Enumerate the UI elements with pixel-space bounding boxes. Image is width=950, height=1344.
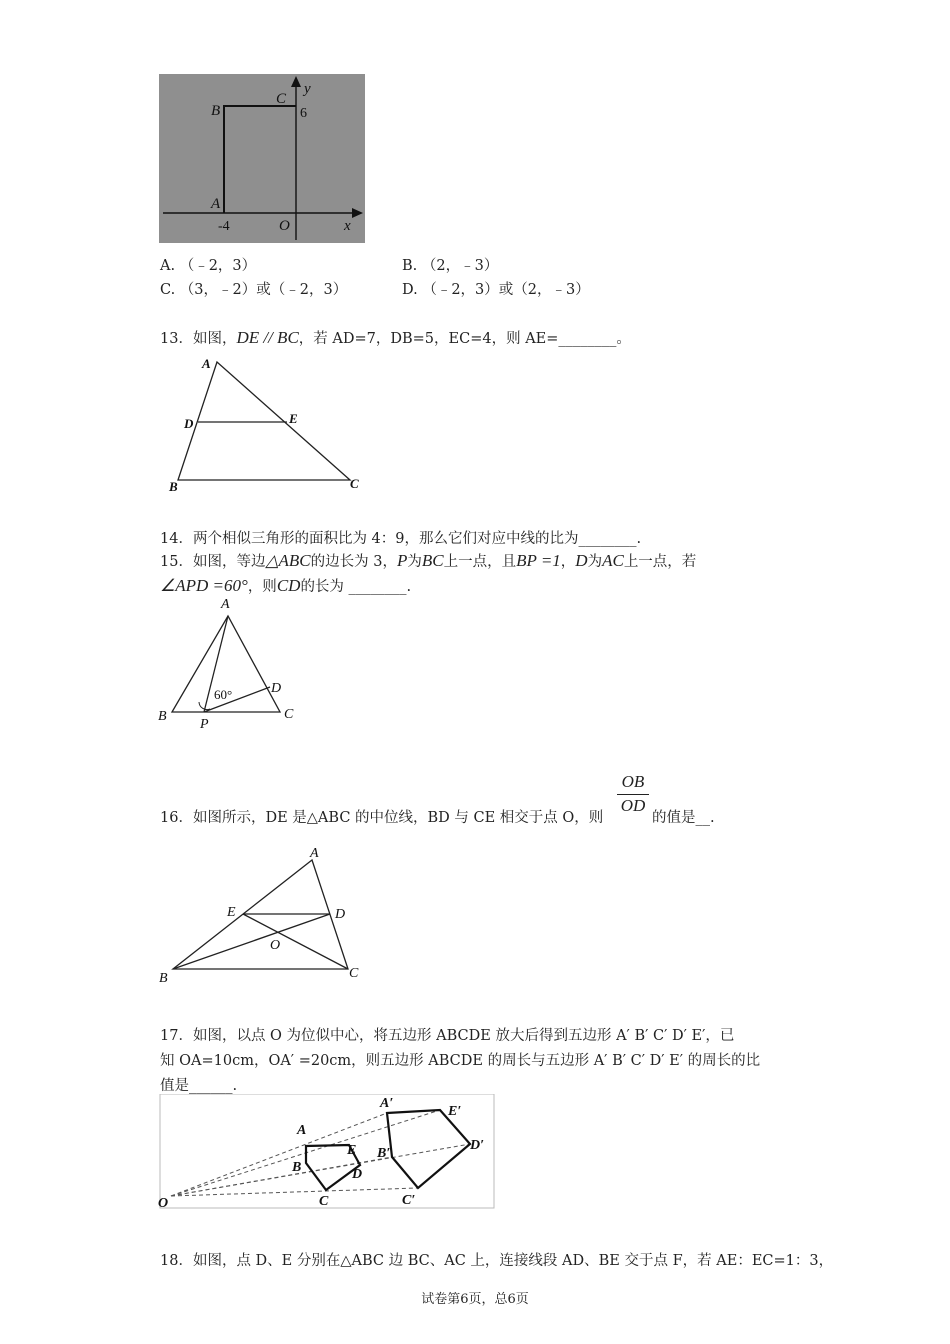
q15-math-1: △ABC xyxy=(265,551,311,570)
label-6: 6 xyxy=(300,106,307,121)
q15-text-8: ，则 xyxy=(247,579,277,595)
q16-fraction xyxy=(617,772,649,816)
q15-math-angle: ∠APD =60° xyxy=(160,576,248,595)
q15-line1 xyxy=(160,550,696,571)
label-O: O xyxy=(270,938,281,953)
q15-text-9: 的长为 ________. xyxy=(300,579,412,595)
label-neg4: -4 xyxy=(218,219,230,234)
label-C-prime: C′ xyxy=(402,1193,416,1208)
label-A: A xyxy=(202,356,211,371)
label-D: D xyxy=(335,907,346,922)
pentagon-a2b2c2d2e2 xyxy=(387,1110,470,1188)
q17-line2: 知 OA=10cm，OA′ =20cm，则五边形 ABCDE 的周长与五边形 A′ B′ C′ D′ E′ 的周长的比 xyxy=(160,1053,761,1069)
q17-line3: 值是______. xyxy=(160,1078,238,1094)
q14-text: 14．两个相似三角形的面积比为 4：9，那么它们对应中线的比为________. xyxy=(160,531,642,547)
label-D: D xyxy=(184,416,194,431)
q12-coordinate-figure xyxy=(159,74,365,243)
q15-line2 xyxy=(160,575,411,596)
label-O: O xyxy=(279,218,290,234)
label-D: D xyxy=(352,1167,363,1182)
q15-equilateral-figure xyxy=(155,598,305,733)
q15-text-1: 15．如图，等边 xyxy=(160,554,266,570)
q16-midline-figure xyxy=(155,844,365,986)
label-C: C xyxy=(350,476,359,491)
q13-prefix: 13．如图， xyxy=(160,331,237,347)
q15-math-cd: CD xyxy=(276,576,301,595)
label-O: O xyxy=(158,1196,169,1210)
q15-math-2: P xyxy=(396,551,408,570)
label-A: A xyxy=(211,196,221,212)
label-C: C xyxy=(276,91,287,107)
label-B: B xyxy=(169,479,178,494)
q18-text: 18．如图，点 D、E 分别在△ABC 边 BC、AC 上，连接线段 AD、BE 交于点 F，若 AE：EC=1：3， xyxy=(160,1253,834,1269)
label-A-prime: A′ xyxy=(380,1096,394,1111)
label-D-prime: D′ xyxy=(470,1138,485,1153)
q15-math-5: D xyxy=(575,551,588,570)
q15-text-6: 为 xyxy=(587,554,603,570)
q16-fraction-numerator: OB xyxy=(617,772,649,795)
label-E: E xyxy=(347,1143,357,1158)
label-A: A xyxy=(221,598,230,612)
q13-triangle-figure xyxy=(166,352,366,496)
label-E: E xyxy=(289,411,298,426)
label-C: C xyxy=(284,707,294,722)
q13-text xyxy=(160,327,631,348)
q17-line1: 17．如图，以点 O 为位似中心，将五边形 ABCDE 放大后得到五边形 A′ B′ C′ D′ E′，已 xyxy=(160,1028,735,1044)
label-C: C xyxy=(319,1194,329,1209)
label-y: y xyxy=(304,81,311,97)
q12-option-b: B. （2，﹣3） xyxy=(402,258,499,274)
q16-prefix: 16．如图所示，DE 是△ABC 的中位线，BD 与 CE 相交于点 O，则 xyxy=(160,810,604,826)
label-B: B xyxy=(158,709,167,724)
q15-text-4: 上一点，且 xyxy=(443,554,517,570)
label-A: A xyxy=(310,846,319,861)
label-D: D xyxy=(271,681,282,696)
label-E-prime: E′ xyxy=(448,1104,462,1119)
label-B: B xyxy=(211,103,221,119)
q12-option-c: C. （3，﹣2）或（﹣2，3） xyxy=(160,282,348,298)
triangle-abc xyxy=(178,362,350,480)
q12-figure-background xyxy=(159,74,365,243)
segment-bd xyxy=(173,914,330,969)
q16-suffix: 的值是__. xyxy=(652,810,715,826)
label-E: E xyxy=(227,905,236,920)
q15-text-7: 上一点，若 xyxy=(623,554,697,570)
q12-option-d: D. （﹣2，3）或（2，﹣3） xyxy=(402,282,590,298)
q15-math-4: BP =1 xyxy=(516,551,561,570)
q15-text-3: 为 xyxy=(407,554,422,570)
label-P: P xyxy=(200,717,209,732)
label-B-prime: B′ xyxy=(377,1146,391,1161)
q12-option-a: A. （﹣2，3） xyxy=(160,258,257,274)
label-A: A xyxy=(297,1123,307,1138)
label-B: B xyxy=(159,971,168,986)
q15-math-6: AC xyxy=(602,551,624,570)
q13-math: DE // BC xyxy=(236,328,299,347)
q16-fraction-denominator: OD xyxy=(620,796,646,815)
label-B: B xyxy=(292,1160,302,1175)
q15-text-5: ， xyxy=(560,554,576,570)
label-x: x xyxy=(344,218,351,234)
q17-homothety-figure xyxy=(156,1094,496,1210)
q15-text-2: 的边长为 3， xyxy=(310,554,397,570)
label-60-degree: 60° xyxy=(214,687,233,702)
label-C: C xyxy=(349,966,359,981)
q13-suffix: ，若 AD=7，DB=5，EC=4，则 AE=________。 xyxy=(298,331,631,347)
page-footer: 试卷第6页，总6页 xyxy=(421,1292,529,1307)
q15-math-3: BC xyxy=(421,551,444,570)
